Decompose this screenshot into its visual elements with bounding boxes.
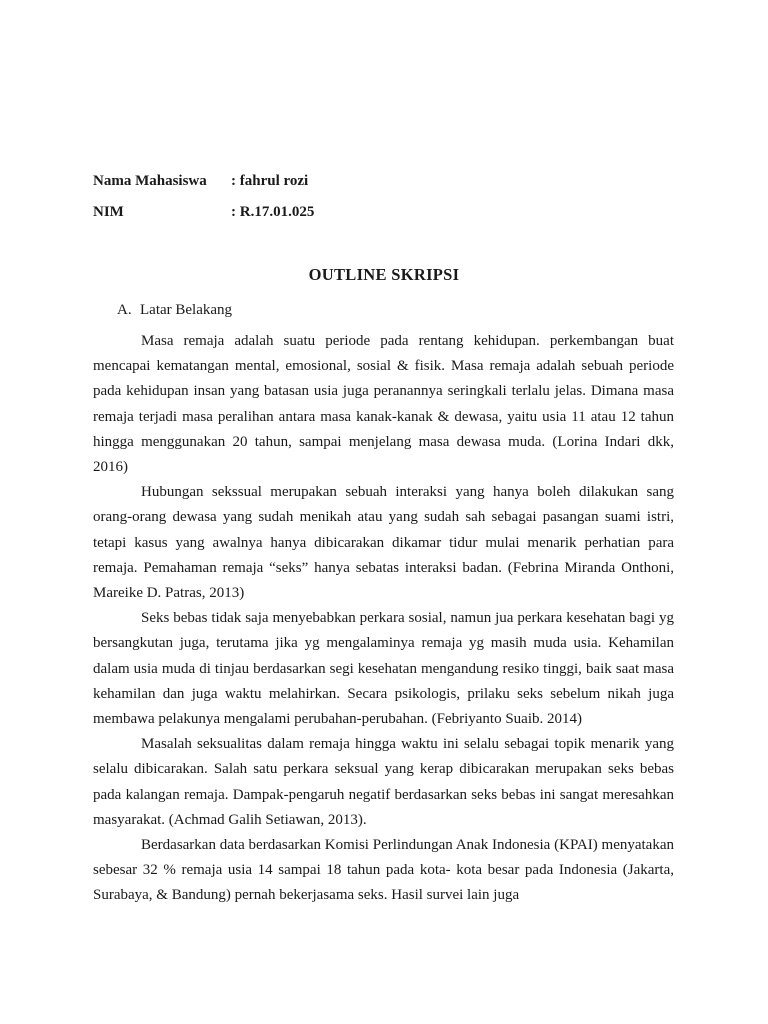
paragraph: Hubungan sekssual merupakan sebuah interaksi yang hanya boleh dilakukan sang orang-orang dewasa yang sudah menikah atau yang sudah sah sebagai pasangan suami istri, tetapi kasus yang awalnya hanya dibicarakan dikamar tidur mulai menarik perhatian para remaja. Pemahaman remaja “seks” hanya sebatas interaksi badan. (Febrina Miranda Onthoni, Mareike D. Patras, 2013): [93, 484, 674, 602]
student-nim-value: : R.17.01.025: [231, 204, 315, 220]
student-name-row: [93, 170, 593, 201]
section-heading: [117, 299, 232, 321]
paragraph: Seks bebas tidak saja menyebabkan perkara sosial, namun jua perkara kesehatan bagi yg bersangkutan juga, terutama jika yg mengalaminya remaja yg masih muda usia. Kehamilan dalam usia muda di tinjau berdasarkan segi kesehatan mengandung resiko tinggi, baik saat masa kehamilan dan juga waktu melahirkan. Secara psikologis, prilaku seks sebelum nikah juga membawa pelakunya mengalami perubahan-perubahan. (Febriyanto Suaib. 2014): [93, 610, 674, 728]
section-marker: A.: [117, 302, 132, 318]
student-info: [93, 170, 593, 232]
paragraph: Berdasarkan data berdasarkan Komisi Perlindungan Anak Indonesia (KPAI) menyatakan sebesar 32 % remaja usia 14 sampai 18 tahun pada kota- kota besar pada Indonesia (Jakarta, Surabaya, & Bandung) pernah bekerjasama seks. Hasil survei lain juga: [93, 837, 674, 904]
paragraph: Masalah seksualitas dalam remaja hingga waktu ini selalu sebagai topik menarik yang selalu dibicarakan. Salah satu perkara seksual yang kerap dibicarakan merupakan seks bebas pada kalangan remaja. Dampak-pengaruh negatif berdasarkan seks bebas ini sangat meresahkan masyarakat. (Achmad Galih Setiawan, 2013).: [93, 736, 674, 828]
paragraph: Masa remaja adalah suatu periode pada rentang kehidupan. perkembangan buat mencapai kematangan mental, emosional, sosial & fisik. Masa remaja adalah sebuah periode pada kehidupan insan yang batasan usia juga peranannya seringkali terlalu jelas. Dimana masa remaja terjadi masa peralihan antara masa kanak-kanak & dewasa, yaitu usia 11 atau 12 tahun hingga menggunakan 20 tahun, sampai menjelang masa dewasa muda. (Lorina Indari dkk, 2016): [93, 333, 674, 476]
student-name-value: : fahrul rozi: [231, 173, 309, 189]
section-heading-text: Latar Belakang: [140, 302, 233, 318]
student-name-label: Nama Mahasiswa: [93, 173, 207, 189]
student-nim-label: NIM: [93, 204, 124, 220]
document-title: OUTLINE SKRIPSI: [308, 265, 460, 284]
body-text: [93, 329, 674, 909]
student-nim-row: [93, 201, 593, 232]
